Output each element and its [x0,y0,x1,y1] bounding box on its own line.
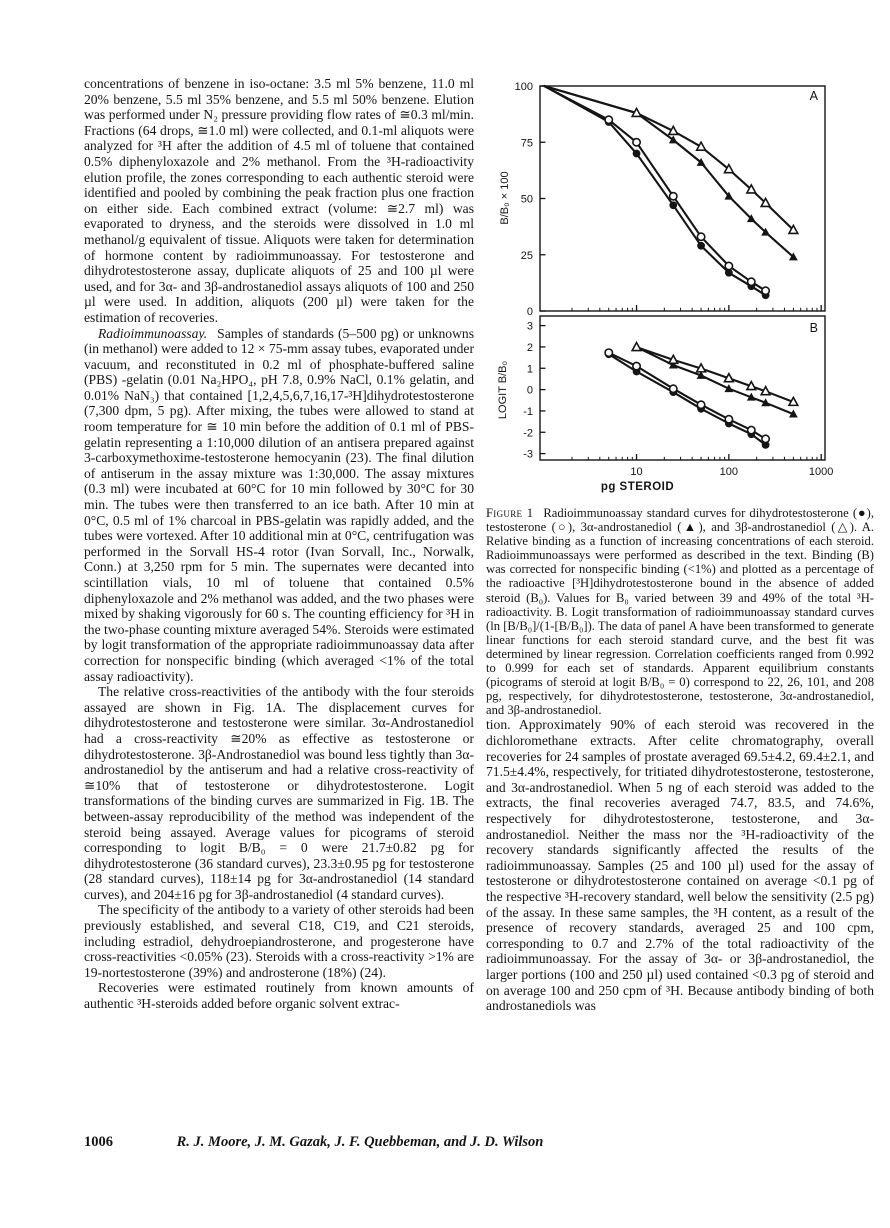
paragraph [84,76,474,326]
svg-text:LOGIT B/B₀: LOGIT B/B₀ [497,360,509,420]
svg-text:10: 10 [630,466,643,478]
svg-text:-3: -3 [523,448,533,461]
paragraph-text: Samples of standards (5–500 pg) or unknowns (in methanol) were added to 12 × 75-mm assay tubes, evaporated under vacuum, and reconstituted in 0.2 ml of phosphate-buffered saline (PBS) -gelatin (0.01 Na₂HPO₄, pH 7.8, 0.9% NaCl, 0.1% gelatin, and 0.01% NaN₃) that contained [1,2,4,5,6,7,16,17-³H]dihydrotestosterone (7,300 dpm, 5 pg). After mixing, the tubes were allowed to stand at room temperature for ≅ 10 min before the addition of 0.1 ml of PBS-gelatin representing a 1:10,000 dilution of an antisera prepared against 3-carboxymethoxime-testosterone hemocyanin (23). The final dilution of antiserum in the assay mixture was 1:30,000. The assay mixtures (0.3 ml) were incubated at 60°C for 10 min followed by 30°C for 30 min. The tubes were then transferred to an ice bath. After 10 min at 0°C, 0.5 ml of 1% charcoal in PBS-gelatin was rapidly added, and the tubes were vortexed. After 10 additional min at 0°C, centrifugation was performed in the Sorvall HS-4 rotor (Ivan Sorvall, Inc., Norwalk, Conn.) at 3,250 rpm for 5 min. The supernates were decanted into scintillation vials, 10 ml of toluene that contained 0.5% diphenyloxazole and 2% methanol was added, and the two phases were mixed by shaking vigorously for 60 s. The counting efficiency for ³H in the two-phase counting mixture averaged 54%. Steroids were estimated by logit transformation of the appropriate radioimmunoassay data after correction for nonspecific binding (which averaged <1% of the total assay radioactivity). [84,325,474,684]
figure-caption-text: Radioimmunoassay standard curves for dihydrotestosterone (●), testosterone (○), 3α-androstanediol (▲), and 3β-androstanediol (△). A. Relative binding as a function of increasing concentrations of each steroid. Radioimmunoassays were performed as described in the text. Binding (B) was corrected for nonspecific binding (<1%) and plotted as a percentage of the radioactive [³H]dihydrotestosterone bound in the absence of added steroid (B₀). Values for B₀ varied between 39 and 49% of the total ³H-radioactivity. B. Logit transformation of radioimmunoassay standard curves (ln [B/B₀]/(1-[B/B₀]). The data of panel A have been transformed to generate linear functions for each steroid standard curve, and the best fit was determined by linear regression. Correlation coefficients ranged from 0.992 to 0.999 for each set of standards. Apparent equilibrium constants (picograms of steroid at logit B/B₀ = 0) correspond to 22, 26, 101, and 208 pg, respectively, for dihydrotestosterone, testosterone, 3α-androstanediol, and 3β-androstanediol. [486,506,874,718]
svg-text:2: 2 [526,341,533,354]
svg-text:pg STEROID: pg STEROID [600,481,675,493]
svg-text:-2: -2 [523,427,533,440]
figure-1-chart [486,76,874,496]
paragraph [486,717,874,1013]
svg-text:A: A [809,89,818,103]
right-column [486,76,874,1014]
svg-text:3: 3 [526,320,533,333]
svg-text:-1: -1 [523,405,533,418]
paragraph [84,684,474,902]
paragraph-text: The specificity of the antibody to a variety of other steroids had been previously established, and several C18, C19, and C21 steroids, including estradiol, dehydroepiandrosterone, and progesterone have cross-reactivities <0.05% (23). Steroids with a cross-reactivity >1% are 19-nortestosterone (39%) and androsterone (18%) (24). [84,902,474,980]
running-authors: R. J. Moore, J. M. Gazak, J. F. Quebbeman, and J. D. Wilson [176,1134,544,1150]
left-column [84,76,474,1012]
paragraph [84,902,474,980]
paragraph-text: concentrations of benzene in iso-octane: 3.5 ml 5% benzene, 11.0 ml 20% benzene, 5.5 ml 35% benzene, and 5.5 ml 50% benzene. Elution was performed under N₂ pressure providing flow rates of ≅0.3 ml/min. Fractions (64 drops, ≅1.0 ml) were collected, and 0.1-ml aliquots were analyzed for ³H after the addition of 4.5 ml of toluene that contained 0.5% diphenyloxazole and 2% methanol. From the ³H-radioactivity elution profile, the zones corresponding to each authentic steroid were identified and pooled by combining the peak fraction plus one fraction on either side. Each combined extract (volume: ≅2.7 ml) was evaporated to dryness, and the steroids were dissolved in 1.0 ml methanol/g equivalent of tissue. Aliquots were taken for determination of hormone content by radioimmunoassay. For testosterone and dihydrotestosterone assay, duplicate aliquots of 25 and 100 µl were used, and for 3α- and 3β-androstanediol assays aliquots of 100 and 250 µl were used. In addition, aliquots (200 µl) were taken for the estimation of recoveries. [84,76,474,325]
svg-text:1000: 1000 [808,466,834,478]
svg-text:B: B [809,321,818,335]
paragraph-text: Recoveries were estimated routinely from known amounts of authentic ³H-steroids added before organic solvent extrac- [84,980,474,1012]
svg-text:0: 0 [526,384,533,397]
svg-text:25: 25 [520,249,533,262]
svg-text:100: 100 [719,466,739,478]
svg-text:B/B₀ × 100: B/B₀ × 100 [499,171,511,225]
figure-caption-label: Figure 1 [486,506,534,520]
page-footer [84,1134,804,1151]
svg-text:0: 0 [526,306,533,318]
figure-caption [486,506,874,717]
page-number: 1006 [84,1134,113,1150]
paragraph-text: The relative cross-reactivities of the antibody with the four steroids assayed are shown in Fig. 1A. The displacement curves for dihydrotestosterone and testosterone were similar. 3α-Androstanediol had a cross-reactivity ≅20% as effective as testosterone or dihydrotestosterone. 3β-Androstanediol was bound less tightly than 3α-androstanediol by the antiserum and had a relative cross-reactivity of ≅10% that of testosterone or dihydrotestosterone. Logit transformations of the binding curves are summarized in Fig. 1B. The between-assay reproducibility of the method was independent of the steroid being assayed. Average values for picograms of steroid corresponding to logit B/B₀ = 0 were 21.7±0.82 pg for dihydrotestosterone (36 standard curves), 23.3±0.95 pg for testosterone (28 standard curves), 118±14 pg for 3α-androstanediol (14 standard curves), and 204±16 pg for 3β-androstanediol (4 standard curves). [84,684,474,902]
svg-text:50: 50 [520,193,533,206]
paragraph [84,326,474,685]
svg-text:75: 75 [520,137,533,150]
paragraph [84,980,474,1011]
svg-text:100: 100 [514,81,533,93]
paragraph-text: tion. Approximately 90% of each steroid was recovered in the dichloromethane extracts. After celite chromatography, overall recoveries for 24 samples of prostate averaged 69.5±4.2, 69.4±2.1, and 71.5±4.4%, respectively, for tritiated dihydrotestosterone, testosterone, and 3α-androstanediol. When 5 ng of each steroid was added to the extracts, the final recoveries averaged 74.7, 83.5, and 74.6%, respectively for dihydrotestosterone, testosterone, and 3α-androstanediol. Neither the mass nor the ³H-radioactivity of the recovery standards significantly affected the results of the radioimmunoassay. Samples (25 and 100 µl) used for the assay of testosterone or dihydrotestosterone contained on average <0.1 pg of the respective ³H-recovery standard, well below the sensitivity (2.5 pg) of the assay. In these same samples, the ³H content, as a result of the presence of recovery standards, averaged 25 and 100 cpm, corresponding to 0.7 and 2.7% of the total radioactivity of the radioimmunoassay. For the assay of 3α- or 3β-androstanediol, the larger portions (100 and 250 µl) used contained <0.3 pg of steroid and on average 100 and 250 cpm of ³H. Because antibody binding of both androstanediols was [486,717,874,1014]
run-in-heading: Radioimmunoassay. [98,325,208,341]
svg-text:1: 1 [526,363,533,376]
